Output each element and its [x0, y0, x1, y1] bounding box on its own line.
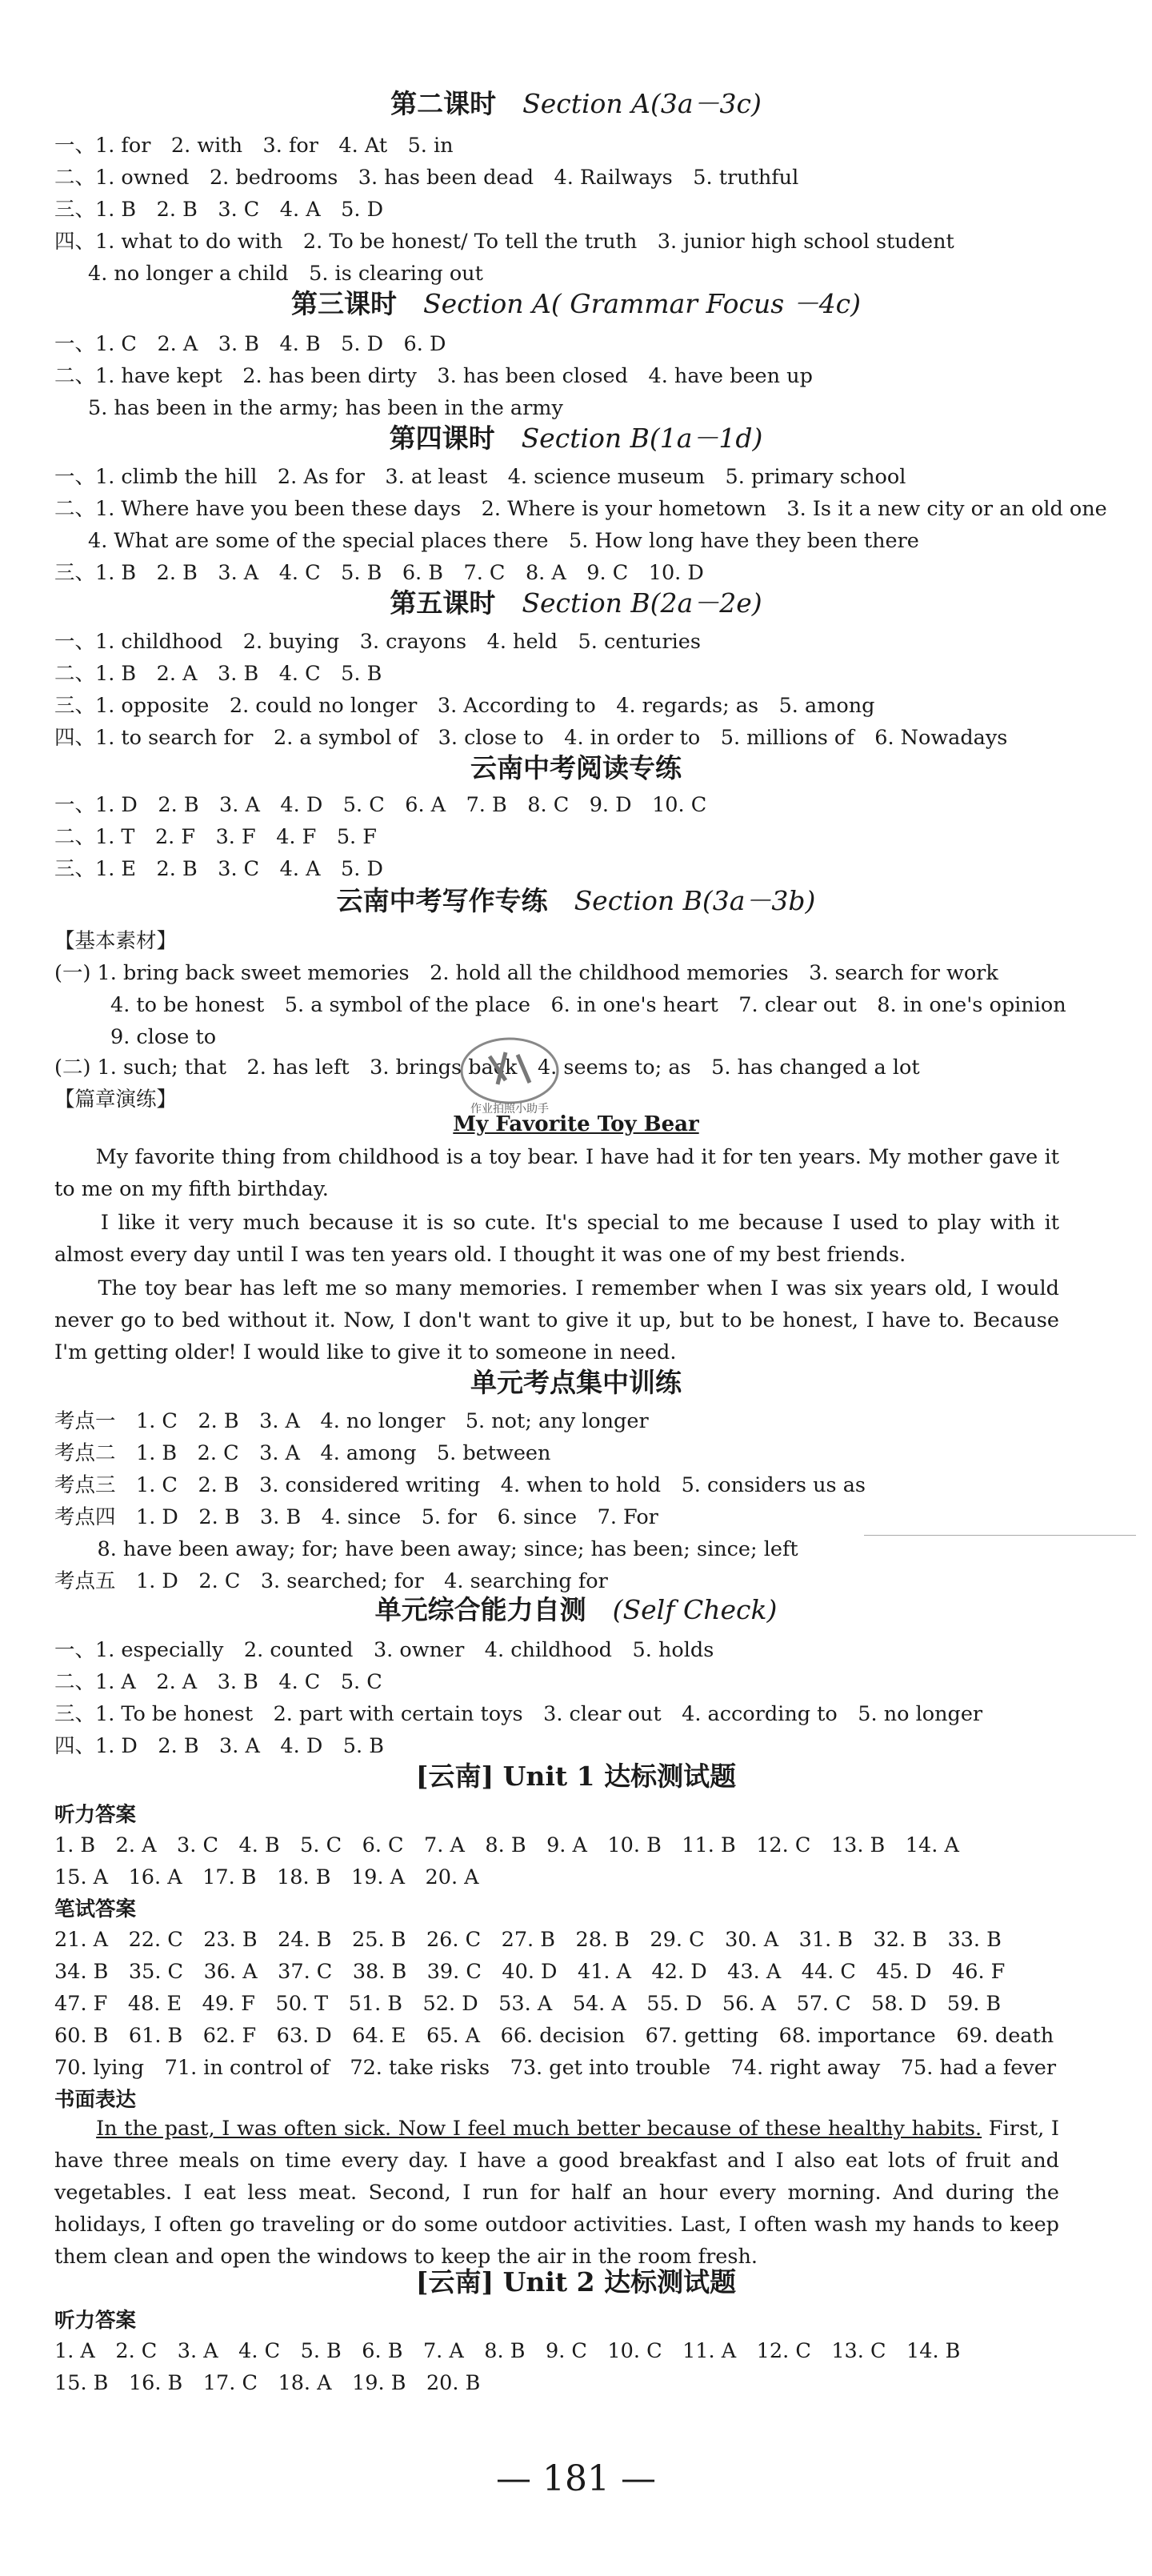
heading-subtitle: Section A(3a－3c): [522, 88, 762, 119]
answer-line: 二、1. have kept 2. has been dirty 3. has been closed 4. have been up: [54, 364, 813, 388]
answer-line: 【基本素材】: [54, 929, 178, 953]
answer-line: 9. close to: [110, 1025, 217, 1049]
answer-line: 15. A 16. A 17. B 18. B 19. A 20. A: [54, 1865, 479, 1889]
heading-subtitle: Section B(2a－2e): [522, 587, 762, 619]
subsection-label: 笔试答案: [54, 1897, 137, 1921]
heading-text: 第二课时: [390, 88, 497, 119]
essay-paragraph: [54, 2113, 1059, 2273]
essay-title-text: My Favorite Toy Bear: [453, 1112, 699, 1136]
answer-line: 一、1. C 2. A 3. B 4. B 5. D 6. D: [54, 332, 446, 356]
essay-paragraph: I like it very much because it is so cute. It's special to me because I used to play with it almost every day until I was ten years old. I thought it was one of my best friends.: [54, 1211, 1059, 1267]
heading-text: 第四课时: [389, 423, 495, 454]
section-heading: [0, 2265, 1152, 2300]
heading-text: [云南] Unit 1 达标测试题: [415, 1761, 737, 1792]
answer-line: 三、1. B 2. B 3. C 4. A 5. D: [54, 198, 384, 222]
underlined-sentence: In the past, I was often sick. Now I feel much better because of these healthy habits.: [96, 2117, 982, 2141]
answer-line: 1. B 2. A 3. C 4. B 5. C 6. C 7. A 8. B 9. A 10. B 11. B 12. C 13. B 14. A: [54, 1833, 959, 1857]
heading-text: 单元综合能力自测: [374, 1594, 586, 1625]
page-number: — 181 —: [496, 2458, 656, 2499]
answer-line: 8. have been away; for; have been away; since; has been; since; left: [77, 1537, 798, 1561]
answer-line: 二、1. Where have you been these days 2. Where is your hometown 3. Is it a new city or an old one: [54, 497, 1107, 521]
essay-paragraph: My favorite thing from childhood is a toy bear. I have had it for ten years. My mother gave it to me on my fifth birthday.: [54, 1145, 1059, 1201]
heading-text: 云南中考阅读专练: [470, 752, 682, 783]
section-heading: [0, 286, 1152, 322]
answer-line: 考点四 1. D 2. B 3. B 4. since 5. for 6. since 7. For: [54, 1505, 658, 1529]
section-heading: [0, 1759, 1152, 1794]
heading-subtitle: Section B(1a－1d): [521, 423, 763, 454]
answer-line: (一) 1. bring back sweet memories 2. hold all the childhood memories 3. search for work: [54, 961, 998, 985]
answer-line: 二、1. T 2. F 3. F 4. F 5. F: [54, 825, 377, 849]
heading-text: 第三课时: [290, 288, 397, 319]
stamp-label: 作业拍照小助手: [470, 1103, 549, 1116]
answer-line: 【篇章演练】: [54, 1088, 178, 1112]
heading-text: 云南中考写作专练: [336, 885, 548, 916]
section-heading: [0, 86, 1152, 122]
answer-line: 34. B 35. C 36. A 37. C 38. B 39. C 40. D 41. A 42. D 43. A 44. C 45. D 46. F: [54, 1960, 1006, 1984]
answer-line: 三、1. B 2. B 3. A 4. C 5. B 6. B 7. C 8. A 9. C 10. D: [54, 561, 704, 585]
answer-line: 考点二 1. B 2. C 3. A 4. among 5. between: [54, 1441, 551, 1465]
answer-line: 1. A 2. C 3. A 4. C 5. B 6. B 7. A 8. B 9. C 10. C 11. A 12. C 13. C 14. B: [54, 2339, 961, 2363]
answer-line: 15. B 16. B 17. C 18. A 19. B 20. B: [54, 2371, 481, 2395]
answer-line: 47. F 48. E 49. F 50. T 51. B 52. D 53. A 54. A 55. D 56. A 57. C 58. D 59. B: [54, 1992, 1002, 2016]
subsection-label: 听力答案: [54, 1803, 137, 1827]
answer-line: 4. to be honest 5. a symbol of the place 6. in one's heart 7. clear out 8. in one's opinion: [110, 993, 1066, 1017]
answer-line: 四、1. to search for 2. a symbol of 3. close to 4. in order to 5. millions of 6. Nowadays: [54, 726, 1008, 750]
answer-line: 一、1. climb the hill 2. As for 3. at least 4. science museum 5. primary school: [54, 465, 906, 489]
answer-line: 三、1. opposite 2. could no longer 3. According to 4. regards; as 5. among: [54, 694, 875, 718]
answer-line: 考点五 1. D 2. C 3. searched; for 4. searching for: [54, 1569, 608, 1593]
watermark-stamp: [442, 1032, 578, 1120]
answer-line: 考点一 1. C 2. B 3. A 4. no longer 5. not; any longer: [54, 1409, 649, 1433]
answer-line: 考点三 1. C 2. B 3. considered writing 4. when to hold 5. considers us as: [54, 1473, 866, 1497]
heading-subtitle: Section B(3a－3b): [574, 885, 816, 916]
section-heading: [0, 1592, 1152, 1628]
answer-line: 一、1. childhood 2. buying 3. crayons 4. held 5. centuries: [54, 630, 701, 654]
section-heading: [0, 883, 1152, 919]
answer-line: 5. has been in the army; has been in the army: [88, 396, 563, 420]
answer-line: 21. A 22. C 23. B 24. B 25. B 26. C 27. B 28. B 29. C 30. A 31. B 32. B 33. B: [54, 1928, 1002, 1952]
answer-line: 一、1. for 2. with 3. for 4. At 5. in: [54, 134, 454, 158]
section-heading: [0, 421, 1152, 456]
answer-line: 三、1. To be honest 2. part with certain toys 3. clear out 4. according to 5. no longer: [54, 1702, 983, 1726]
section-heading: [0, 751, 1152, 786]
heading-text: [云南] Unit 2 达标测试题: [415, 2266, 737, 2298]
answer-line: 60. B 61. B 62. F 63. D 64. E 65. A 66. decision 67. getting 68. importance 69. death: [54, 2024, 1054, 2048]
answer-line: 一、1. especially 2. counted 3. owner 4. childhood 5. holds: [54, 1638, 714, 1662]
subsection-label: 听力答案: [54, 2309, 137, 2333]
heading-text: 单元考点集中训练: [470, 1367, 682, 1398]
section-heading: [0, 1365, 1152, 1400]
answer-line: 一、1. D 2. B 3. A 4. D 5. C 6. A 7. B 8. C 9. D 10. C: [54, 793, 707, 817]
answer-line: 二、1. A 2. A 3. B 4. C 5. C: [54, 1670, 382, 1694]
heading-text: 第五课时: [390, 587, 496, 619]
answer-line: (二) 1. such; that 2. has left 3. brings back 4. seems to; as 5. has changed a lot: [54, 1056, 920, 1080]
answer-line: 四、1. what to do with 2. To be honest/ To tell the truth 3. junior high school student: [54, 230, 954, 254]
divider-line: [864, 1535, 1136, 1536]
heading-subtitle: (Self Check): [612, 1594, 778, 1625]
section-heading: [0, 586, 1152, 621]
essay-paragraph: The toy bear has left me so many memories. I remember when I was six years old, I would never go to bed without it. Now, I don't want to give it up, but to be honest, I have to. Because I'm getting older! I would like to give it to someone in need.: [54, 1276, 1059, 1364]
answer-line: 二、1. owned 2. bedrooms 3. has been dead 4. Railways 5. truthful: [54, 166, 799, 190]
answer-line: 四、1. D 2. B 3. A 4. D 5. B: [54, 1734, 384, 1758]
answer-line: 70. lying 71. in control of 72. take risks 73. get into trouble 74. right away 75. had a fever: [54, 2056, 1057, 2080]
answer-line: 三、1. E 2. B 3. C 4. A 5. D: [54, 857, 383, 881]
answer-line: 4. What are some of the special places there 5. How long have they been there: [88, 529, 919, 553]
paragraph-text: First, I have three meals on time every day. I have a good breakfast and I also eat lots of fruit and vegetables. I eat less meat. Second, I run for half an hour every morning. And during the holidays, I often go traveling or do some outdoor activities. Last, I often wash my hands to keep them clean and open the windows to keep the air in the room fresh.: [54, 2117, 1059, 2269]
subsection-label: 书面表达: [54, 2088, 137, 2112]
heading-subtitle: Section A( Grammar Focus －4c): [422, 288, 862, 319]
answer-line: 4. no longer a child 5. is clearing out: [88, 262, 483, 286]
answer-line: 二、1. B 2. A 3. B 4. C 5. B: [54, 662, 382, 686]
